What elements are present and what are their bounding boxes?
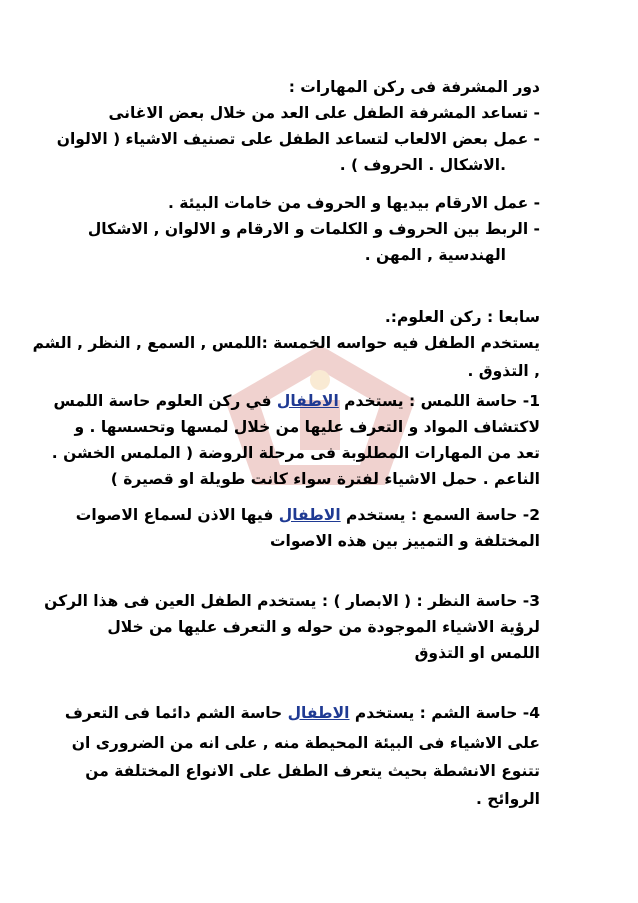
text-line: الروائح . — [476, 790, 540, 808]
text-line: , التذوق . — [467, 362, 540, 380]
text-line: لرؤية الاشياء الموجودة من حوله و التعرف عليها من خلال — [107, 618, 540, 636]
text-line — [76, 504, 540, 526]
text-line: .الاشكال . الحروف ) . — [339, 156, 506, 174]
text-line: تتنوع الانشطة بحيث يتعرف الطفل على الانواع المختلفة من — [85, 762, 540, 780]
text-line: تعد من المهارات المطلوبة فى مرحلة الروضة ( الملمس الخشن . — [51, 444, 540, 462]
text-line: لاكتشاف المواد و التعرف عليها من خلال لمسها وتحسسها . و — [74, 418, 540, 436]
text-line: - عمل الارقام بيديها و الحروف من خامات البيئة . — [167, 194, 540, 212]
keyword-link[interactable]: الاطفال — [278, 506, 341, 524]
text-segment: فيها الاذن لسماع الاصوات — [75, 506, 279, 524]
text-line: دور المشرفة فى ركن المهارات : — [288, 78, 540, 96]
text-line: - تساعد المشرفة الطفل على العد من خلال بعض الاغانى — [108, 104, 540, 122]
text-line: اللمس او التذوق — [414, 644, 540, 662]
text-line — [54, 390, 541, 412]
text-line: على الاشياء فى البيئة المحيطة منه , على انه من الضرورى ان — [71, 734, 540, 752]
keyword-link[interactable]: الاطفال — [287, 704, 350, 722]
section-heading: سابعا : ركن العلوم:. — [384, 308, 540, 326]
text-segment: 4- حاسة الشم : يستخدم — [349, 704, 540, 722]
text-line: الهندسية , المهن . — [364, 246, 506, 264]
text-line — [65, 702, 540, 724]
text-line: المختلفة و التمييز بين هذه الاصوات — [269, 532, 540, 550]
text-segment: 2- حاسة السمع : يستخدم — [340, 506, 540, 524]
text-segment: 1- حاسة اللمس : يستخدم — [338, 392, 540, 410]
text-segment: حاسة الشم دائما فى التعرف — [64, 704, 288, 722]
keyword-link[interactable]: الاطفال — [276, 392, 339, 410]
text-segment: في ركن العلوم حاسة اللمس — [53, 392, 277, 410]
text-line: 3- حاسة النظر : ( الابصار ) : يستخدم الطفل العين فى هذا الركن — [44, 592, 540, 610]
text-line: يستخدم الطفل فيه حواسه الخمسة :اللمس , السمع , النظر , الشم — [32, 334, 540, 352]
text-line: الناعم . حمل الاشياء لفترة سواء كانت طويلة او قصيرة ) — [110, 470, 540, 488]
text-line: - الربط بين الحروف و الكلمات و الارقام و الالوان , الاشكال — [87, 220, 540, 238]
text-line: - عمل بعض الالعاب لتساعد الطفل على تصنيف الاشياء ( الالوان — [56, 130, 540, 148]
